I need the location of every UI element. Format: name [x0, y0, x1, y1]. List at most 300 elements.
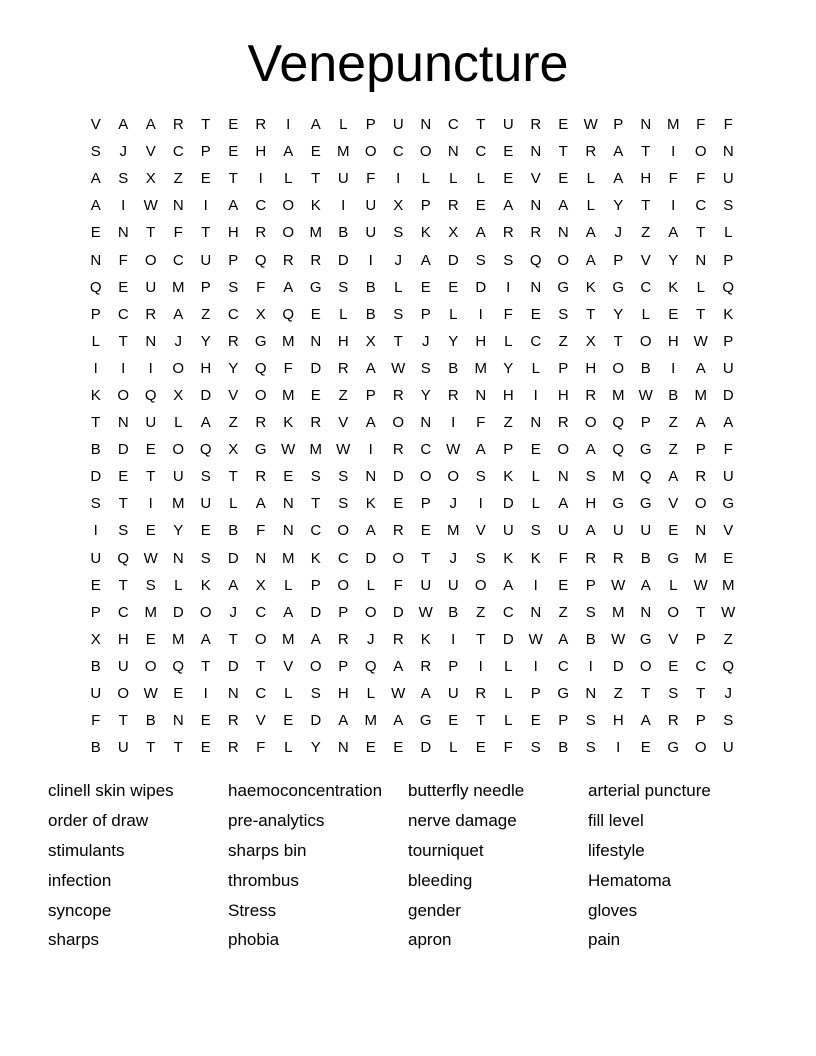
grid-cell: T: [641, 197, 651, 215]
grid-cell: H: [557, 386, 569, 404]
grid-cell: A: [558, 495, 569, 513]
grid-cell: I: [451, 630, 456, 648]
grid-cell: A: [365, 522, 376, 540]
grid-cell: U: [722, 468, 734, 486]
grid-cell: E: [475, 197, 486, 215]
grid-cell: G: [254, 332, 267, 350]
grid-cell: N: [337, 739, 349, 757]
grid-cell: U: [117, 657, 129, 675]
grid-cell: S: [668, 685, 679, 703]
grid-cell: G: [667, 739, 680, 757]
grid-cell: A: [365, 359, 376, 377]
grid-cell: K: [503, 549, 514, 567]
grid-cell: U: [172, 468, 184, 486]
grid-cell: X: [448, 224, 459, 242]
grid-cell: A: [145, 116, 156, 134]
grid-cell: L: [174, 576, 183, 594]
grid-cell: M: [309, 441, 322, 459]
grid-cell: C: [172, 251, 184, 269]
grid-cell: C: [172, 143, 184, 161]
grid-cell: N: [117, 414, 129, 432]
grid-cell: R: [475, 685, 487, 703]
grid-cell: R: [667, 712, 679, 730]
grid-cell: C: [530, 332, 542, 350]
grid-cell: O: [199, 603, 212, 621]
grid-row: [82, 545, 742, 572]
word-list-item: Stress: [228, 900, 277, 920]
grid-cell: D: [502, 630, 514, 648]
grid-cell: K: [200, 576, 211, 594]
grid-cell: O: [254, 630, 267, 648]
grid-cell: M: [172, 278, 185, 296]
grid-cell: M: [667, 116, 680, 134]
grid-cell: Y: [448, 332, 459, 350]
grid-cell: I: [368, 441, 373, 459]
grid-cell: J: [119, 143, 127, 161]
grid-cell: W: [143, 197, 158, 215]
grid-row: [82, 707, 742, 734]
grid-cell: U: [90, 549, 102, 567]
grid-cell: A: [393, 712, 404, 730]
grid-cell: L: [476, 170, 485, 188]
grid-cell: P: [723, 332, 734, 350]
grid-cell: O: [694, 495, 707, 513]
grid-row: [82, 490, 742, 517]
grid-cell: S: [475, 468, 486, 486]
grid-cell: D: [310, 603, 322, 621]
grid-cell: N: [227, 685, 239, 703]
grid-cell: O: [584, 414, 597, 432]
grid-cell: L: [449, 739, 458, 757]
grid-cell: I: [341, 197, 346, 215]
grid-cell: C: [502, 603, 514, 621]
grid-cell: N: [310, 332, 322, 350]
grid-cell: H: [117, 630, 129, 648]
grid-cell: F: [393, 576, 403, 594]
grid-cell: E: [200, 170, 211, 188]
grid-cell: M: [282, 386, 295, 404]
grid-cell: S: [558, 305, 569, 323]
grid-cell: E: [145, 630, 156, 648]
grid-cell: O: [172, 441, 185, 459]
grid-cell: N: [365, 468, 377, 486]
grid-cell: K: [723, 305, 734, 323]
grid-cell: W: [638, 386, 653, 404]
grid-cell: O: [557, 441, 570, 459]
grid-cell: I: [148, 359, 153, 377]
grid-cell: R: [255, 468, 267, 486]
grid-cell: H: [667, 332, 679, 350]
grid-cell: F: [696, 116, 706, 134]
grid-cell: F: [173, 224, 183, 242]
word-list-item: fill level: [588, 811, 644, 831]
grid-cell: A: [503, 197, 514, 215]
grid-cell: M: [337, 143, 350, 161]
grid-cell: V: [338, 414, 349, 432]
grid-row: [82, 626, 742, 653]
grid-cell: P: [613, 251, 624, 269]
grid-cell: O: [694, 143, 707, 161]
grid-cell: I: [478, 495, 483, 513]
grid-cell: Q: [612, 441, 625, 459]
grid-cell: U: [117, 739, 129, 757]
grid-cell: Q: [254, 359, 267, 377]
grid-cell: P: [695, 712, 706, 730]
grid-cell: G: [612, 278, 625, 296]
grid-cell: N: [557, 224, 569, 242]
grid-cell: U: [722, 170, 734, 188]
grid-cell: R: [447, 386, 459, 404]
grid-cell: S: [393, 305, 404, 323]
grid-cell: M: [172, 495, 185, 513]
grid-cell: C: [640, 278, 652, 296]
grid-cell: T: [118, 712, 128, 730]
grid-cell: X: [173, 386, 184, 404]
word-list-item: order of draw: [48, 811, 149, 831]
grid-cell: Q: [639, 468, 652, 486]
grid-cell: I: [671, 359, 676, 377]
grid-cell: E: [393, 495, 404, 513]
grid-cell: A: [118, 116, 129, 134]
grid-cell: P: [503, 441, 514, 459]
grid-row: [82, 111, 742, 138]
grid-cell: P: [90, 603, 101, 621]
grid-cell: N: [530, 603, 542, 621]
grid-cell: R: [337, 630, 349, 648]
grid-cell: T: [201, 657, 211, 675]
grid-cell: B: [90, 739, 101, 757]
grid-cell: N: [557, 468, 569, 486]
grid-cell: L: [531, 468, 540, 486]
grid-cell: N: [530, 197, 542, 215]
grid-cell: I: [368, 251, 373, 269]
grid-cell: G: [557, 278, 570, 296]
grid-cell: S: [585, 468, 596, 486]
grid-cell: Z: [503, 414, 513, 432]
grid-cell: B: [448, 603, 459, 621]
grid-cell: A: [695, 359, 706, 377]
grid-cell: B: [365, 278, 376, 296]
grid-cell: T: [256, 657, 266, 675]
grid-cell: E: [173, 685, 184, 703]
grid-cell: K: [503, 468, 514, 486]
grid-cell: L: [504, 712, 513, 730]
grid-row: [82, 219, 742, 246]
grid-cell: R: [310, 251, 322, 269]
grid-cell: H: [585, 359, 597, 377]
grid-cell: D: [227, 657, 239, 675]
grid-cell: U: [200, 251, 212, 269]
grid-cell: O: [612, 359, 625, 377]
grid-cell: U: [392, 116, 404, 134]
grid-cell: C: [695, 197, 707, 215]
grid-cell: W: [528, 630, 543, 648]
grid-cell: D: [365, 549, 377, 567]
grid-cell: D: [200, 386, 212, 404]
grid-cell: D: [337, 251, 349, 269]
grid-cell: L: [504, 332, 513, 350]
grid-cell: L: [504, 657, 513, 675]
grid-cell: F: [696, 170, 706, 188]
grid-cell: I: [121, 197, 126, 215]
grid-cell: S: [90, 495, 101, 513]
grid-cell: E: [393, 739, 404, 757]
grid-cell: R: [227, 712, 239, 730]
grid-cell: A: [723, 414, 734, 432]
grid-cell: W: [611, 630, 626, 648]
grid-cell: T: [393, 332, 403, 350]
grid-cell: I: [533, 657, 538, 675]
grid-cell: R: [530, 116, 542, 134]
grid-cell: D: [90, 468, 102, 486]
grid-cell: C: [310, 522, 322, 540]
grid-cell: H: [337, 332, 349, 350]
grid-cell: O: [557, 251, 570, 269]
grid-cell: T: [118, 332, 128, 350]
grid-cell: M: [282, 549, 295, 567]
grid-cell: P: [200, 278, 211, 296]
grid-cell: T: [476, 630, 486, 648]
word-list-item: pain: [588, 930, 621, 950]
grid-cell: Z: [201, 305, 211, 323]
grid-cell: N: [420, 414, 432, 432]
grid-cell: I: [203, 197, 208, 215]
grid-cell: E: [503, 143, 514, 161]
grid-cell: S: [475, 251, 486, 269]
grid-cell: G: [667, 549, 680, 567]
grid-cell: L: [284, 170, 293, 188]
grid-cell: L: [394, 278, 403, 296]
grid-cell: E: [723, 549, 734, 567]
grid-cell: O: [364, 143, 377, 161]
grid-cell: T: [696, 685, 706, 703]
grid-cell: S: [393, 224, 404, 242]
grid-cell: A: [200, 414, 211, 432]
grid-cell: B: [585, 630, 596, 648]
grid-cell: S: [503, 251, 514, 269]
grid-cell: E: [228, 143, 239, 161]
word-list-item: gender: [408, 900, 461, 920]
grid-cell: A: [228, 197, 239, 215]
grid-cell: I: [671, 143, 676, 161]
grid-cell: A: [283, 143, 294, 161]
grid-cell: T: [641, 143, 651, 161]
grid-cell: A: [228, 576, 239, 594]
grid-cell: K: [420, 630, 431, 648]
grid-cell: X: [365, 332, 376, 350]
word-list-item: lifestyle: [588, 840, 645, 860]
grid-cell: C: [557, 657, 569, 675]
word-list-item: nerve damage: [408, 811, 517, 831]
grid-cell: P: [420, 197, 431, 215]
grid-cell: T: [146, 224, 156, 242]
grid-cell: R: [227, 332, 239, 350]
grid-cell: A: [420, 685, 431, 703]
grid-cell: P: [723, 251, 734, 269]
grid-cell: D: [612, 657, 624, 675]
grid-cell: F: [366, 170, 376, 188]
grid-cell: Y: [420, 386, 431, 404]
grid-row: [82, 246, 742, 273]
grid-cell: J: [394, 251, 402, 269]
grid-cell: A: [283, 278, 294, 296]
grid-cell: C: [695, 657, 707, 675]
word-list-item: clinell skin wipes: [48, 781, 174, 801]
grid-cell: L: [531, 495, 540, 513]
grid-cell: I: [258, 170, 263, 188]
grid-cell: G: [254, 441, 267, 459]
grid-cell: W: [693, 576, 708, 594]
grid-cell: E: [200, 522, 211, 540]
grid-cell: W: [611, 576, 626, 594]
grid-cell: J: [724, 685, 732, 703]
grid-cell: E: [145, 522, 156, 540]
grid-cell: E: [558, 116, 569, 134]
grid-cell: T: [696, 224, 706, 242]
grid-cell: B: [90, 657, 101, 675]
grid-cell: L: [174, 414, 183, 432]
grid-cell: R: [255, 224, 267, 242]
grid-cell: R: [172, 116, 184, 134]
grid-cell: I: [506, 278, 511, 296]
grid-cell: F: [476, 414, 486, 432]
grid-cell: E: [310, 386, 321, 404]
grid-cell: A: [695, 414, 706, 432]
grid-cell: S: [145, 576, 156, 594]
grid-cell: Z: [558, 332, 568, 350]
grid-cell: M: [694, 386, 707, 404]
grid-cell: U: [365, 224, 377, 242]
grid-cell: Y: [310, 739, 321, 757]
grid-cell: A: [558, 197, 569, 215]
grid-cell: G: [557, 685, 570, 703]
grid-cell: B: [338, 224, 349, 242]
grid-cell: W: [418, 603, 433, 621]
grid-cell: S: [118, 170, 129, 188]
grid-cell: V: [90, 116, 101, 134]
grid-cell: L: [669, 576, 678, 594]
grid-cell: K: [283, 414, 294, 432]
grid-cell: A: [585, 441, 596, 459]
letter-grid: [82, 111, 742, 761]
grid-cell: K: [420, 224, 431, 242]
grid-cell: P: [558, 712, 569, 730]
grid-cell: R: [530, 224, 542, 242]
grid-cell: M: [144, 603, 157, 621]
grid-cell: I: [451, 414, 456, 432]
grid-cell: U: [612, 522, 624, 540]
grid-row: [82, 382, 742, 409]
grid-cell: E: [200, 739, 211, 757]
grid-cell: I: [396, 170, 401, 188]
grid-cell: Z: [173, 170, 183, 188]
grid-cell: Z: [668, 441, 678, 459]
grid-cell: M: [612, 468, 625, 486]
grid-cell: H: [337, 685, 349, 703]
grid-cell: C: [227, 305, 239, 323]
grid-cell: I: [203, 685, 208, 703]
grid-cell: K: [530, 549, 541, 567]
grid-cell: Q: [89, 278, 102, 296]
grid-cell: A: [365, 414, 376, 432]
grid-cell: E: [668, 305, 679, 323]
word-list-item: butterfly needle: [408, 781, 525, 801]
grid-cell: C: [392, 143, 404, 161]
grid-cell: V: [723, 522, 734, 540]
grid-cell: U: [557, 522, 569, 540]
grid-cell: P: [420, 305, 431, 323]
word-list-item: tourniquet: [408, 840, 484, 860]
grid-cell: O: [144, 657, 157, 675]
grid-cell: S: [200, 468, 211, 486]
grid-cell: U: [447, 576, 459, 594]
grid-cell: X: [90, 630, 101, 648]
grid-cell: F: [668, 170, 678, 188]
grid-cell: A: [200, 630, 211, 648]
grid-cell: F: [503, 739, 513, 757]
grid-cell: V: [475, 522, 486, 540]
grid-cell: T: [613, 332, 623, 350]
grid-cell: U: [447, 685, 459, 703]
grid-cell: C: [255, 685, 267, 703]
grid-cell: T: [586, 305, 596, 323]
grid-cell: E: [283, 468, 294, 486]
grid-cell: P: [90, 305, 101, 323]
grid-cell: E: [118, 278, 129, 296]
grid-row: [82, 517, 742, 544]
grid-cell: L: [421, 170, 430, 188]
grid-cell: O: [447, 468, 460, 486]
grid-cell: D: [420, 739, 432, 757]
grid-cell: R: [557, 414, 569, 432]
grid-cell: W: [336, 441, 351, 459]
grid-row: [82, 653, 742, 680]
grid-cell: Y: [200, 332, 211, 350]
grid-cell: A: [613, 170, 624, 188]
grid-cell: I: [671, 197, 676, 215]
grid-cell: N: [722, 143, 734, 161]
grid-row: [82, 165, 742, 192]
grid-cell: L: [366, 576, 375, 594]
grid-cell: G: [722, 495, 735, 513]
grid-cell: O: [309, 657, 322, 675]
grid-cell: S: [200, 549, 211, 567]
word-list-item: pre-analytics: [228, 811, 325, 831]
grid-cell: O: [364, 603, 377, 621]
grid-cell: N: [585, 685, 597, 703]
grid-cell: J: [367, 630, 375, 648]
grid-cell: B: [228, 522, 239, 540]
grid-cell: H: [200, 359, 212, 377]
grid-cell: F: [723, 116, 733, 134]
grid-cell: E: [118, 468, 129, 486]
grid-cell: N: [172, 197, 184, 215]
grid-cell: O: [337, 522, 350, 540]
grid-cell: C: [117, 603, 129, 621]
grid-cell: E: [145, 441, 156, 459]
grid-cell: R: [145, 305, 157, 323]
grid-cell: L: [229, 495, 238, 513]
grid-cell: O: [172, 359, 185, 377]
grid-cell: B: [448, 359, 459, 377]
grid-cell: P: [530, 685, 541, 703]
grid-cell: R: [502, 224, 514, 242]
word-list-item: gloves: [588, 900, 638, 920]
grid-cell: J: [449, 495, 457, 513]
grid-cell: S: [585, 603, 596, 621]
grid-cell: R: [585, 386, 597, 404]
grid-cell: L: [696, 278, 705, 296]
